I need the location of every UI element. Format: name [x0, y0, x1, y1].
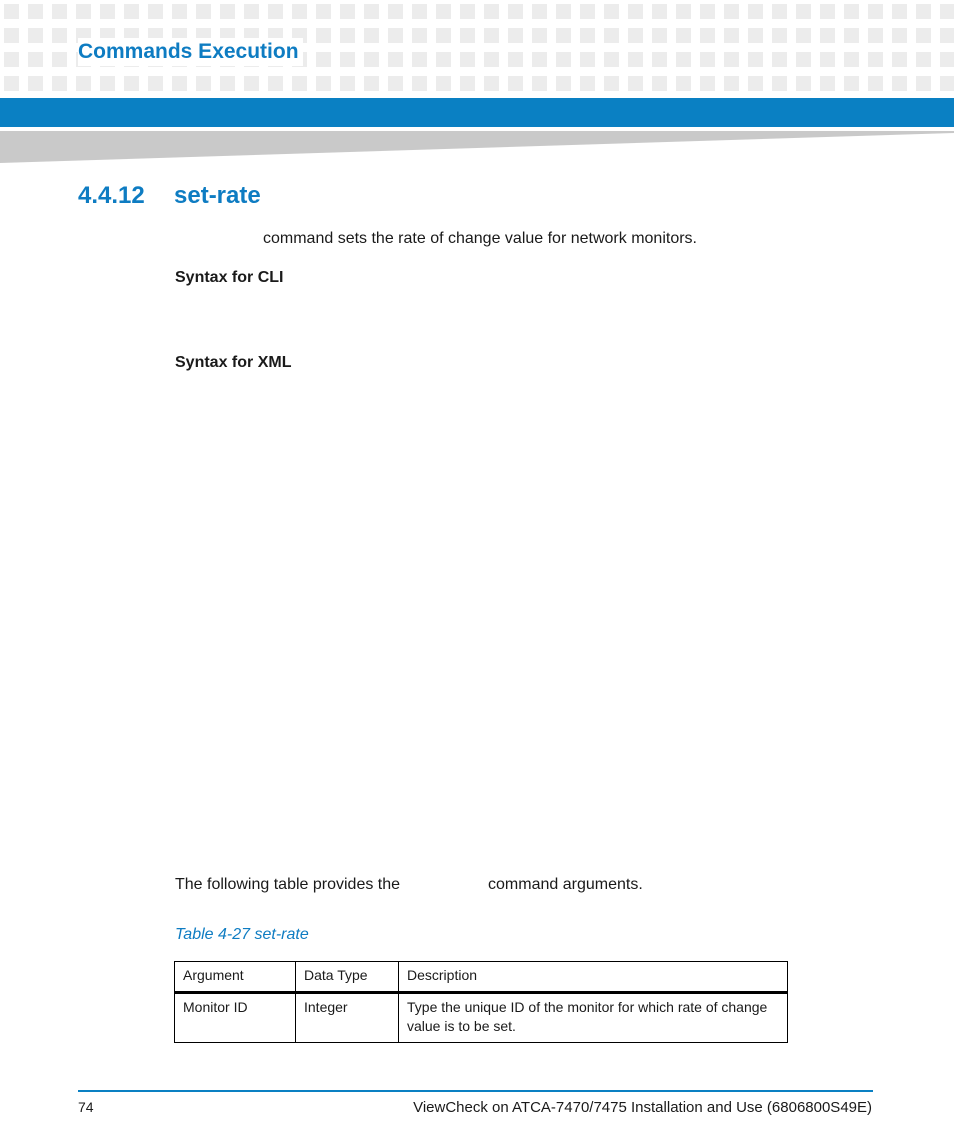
table-caption: Table 4-27 set-rate	[175, 926, 309, 943]
table-intro	[175, 876, 643, 894]
syntax-cli-heading: Syntax for CLI	[175, 269, 284, 286]
header-data-type: Data Type	[296, 962, 399, 993]
chapter-title: Commands Execution	[78, 38, 303, 66]
document-title: ViewCheck on ATCA-7470/7475 Installation and Use (6806800S49E)	[413, 1099, 872, 1116]
table-intro-before: The following table provides the	[175, 876, 401, 893]
footer-rule	[78, 1090, 873, 1092]
header-grey-wedge	[0, 131, 954, 163]
syntax-xml-heading: Syntax for XML	[175, 354, 292, 371]
header-blue-bar	[0, 98, 954, 127]
header-description: Description	[399, 962, 788, 993]
cell-argument: Monitor ID	[175, 993, 296, 1043]
table-row	[175, 993, 788, 1043]
section-heading	[78, 182, 261, 210]
section-number: 4.4.12	[78, 182, 145, 209]
table-intro-after: command arguments.	[488, 876, 643, 893]
section-title: set-rate	[174, 182, 261, 209]
table-header-row	[175, 962, 788, 993]
header-argument: Argument	[175, 962, 296, 993]
section-intro: command sets the rate of change value for network monitors.	[263, 230, 697, 247]
arguments-table	[174, 961, 788, 1043]
page-number: 74	[78, 1099, 94, 1115]
cell-description: Type the unique ID of the monitor for which rate of change value is to be set.	[399, 993, 788, 1043]
cell-data-type: Integer	[296, 993, 399, 1043]
